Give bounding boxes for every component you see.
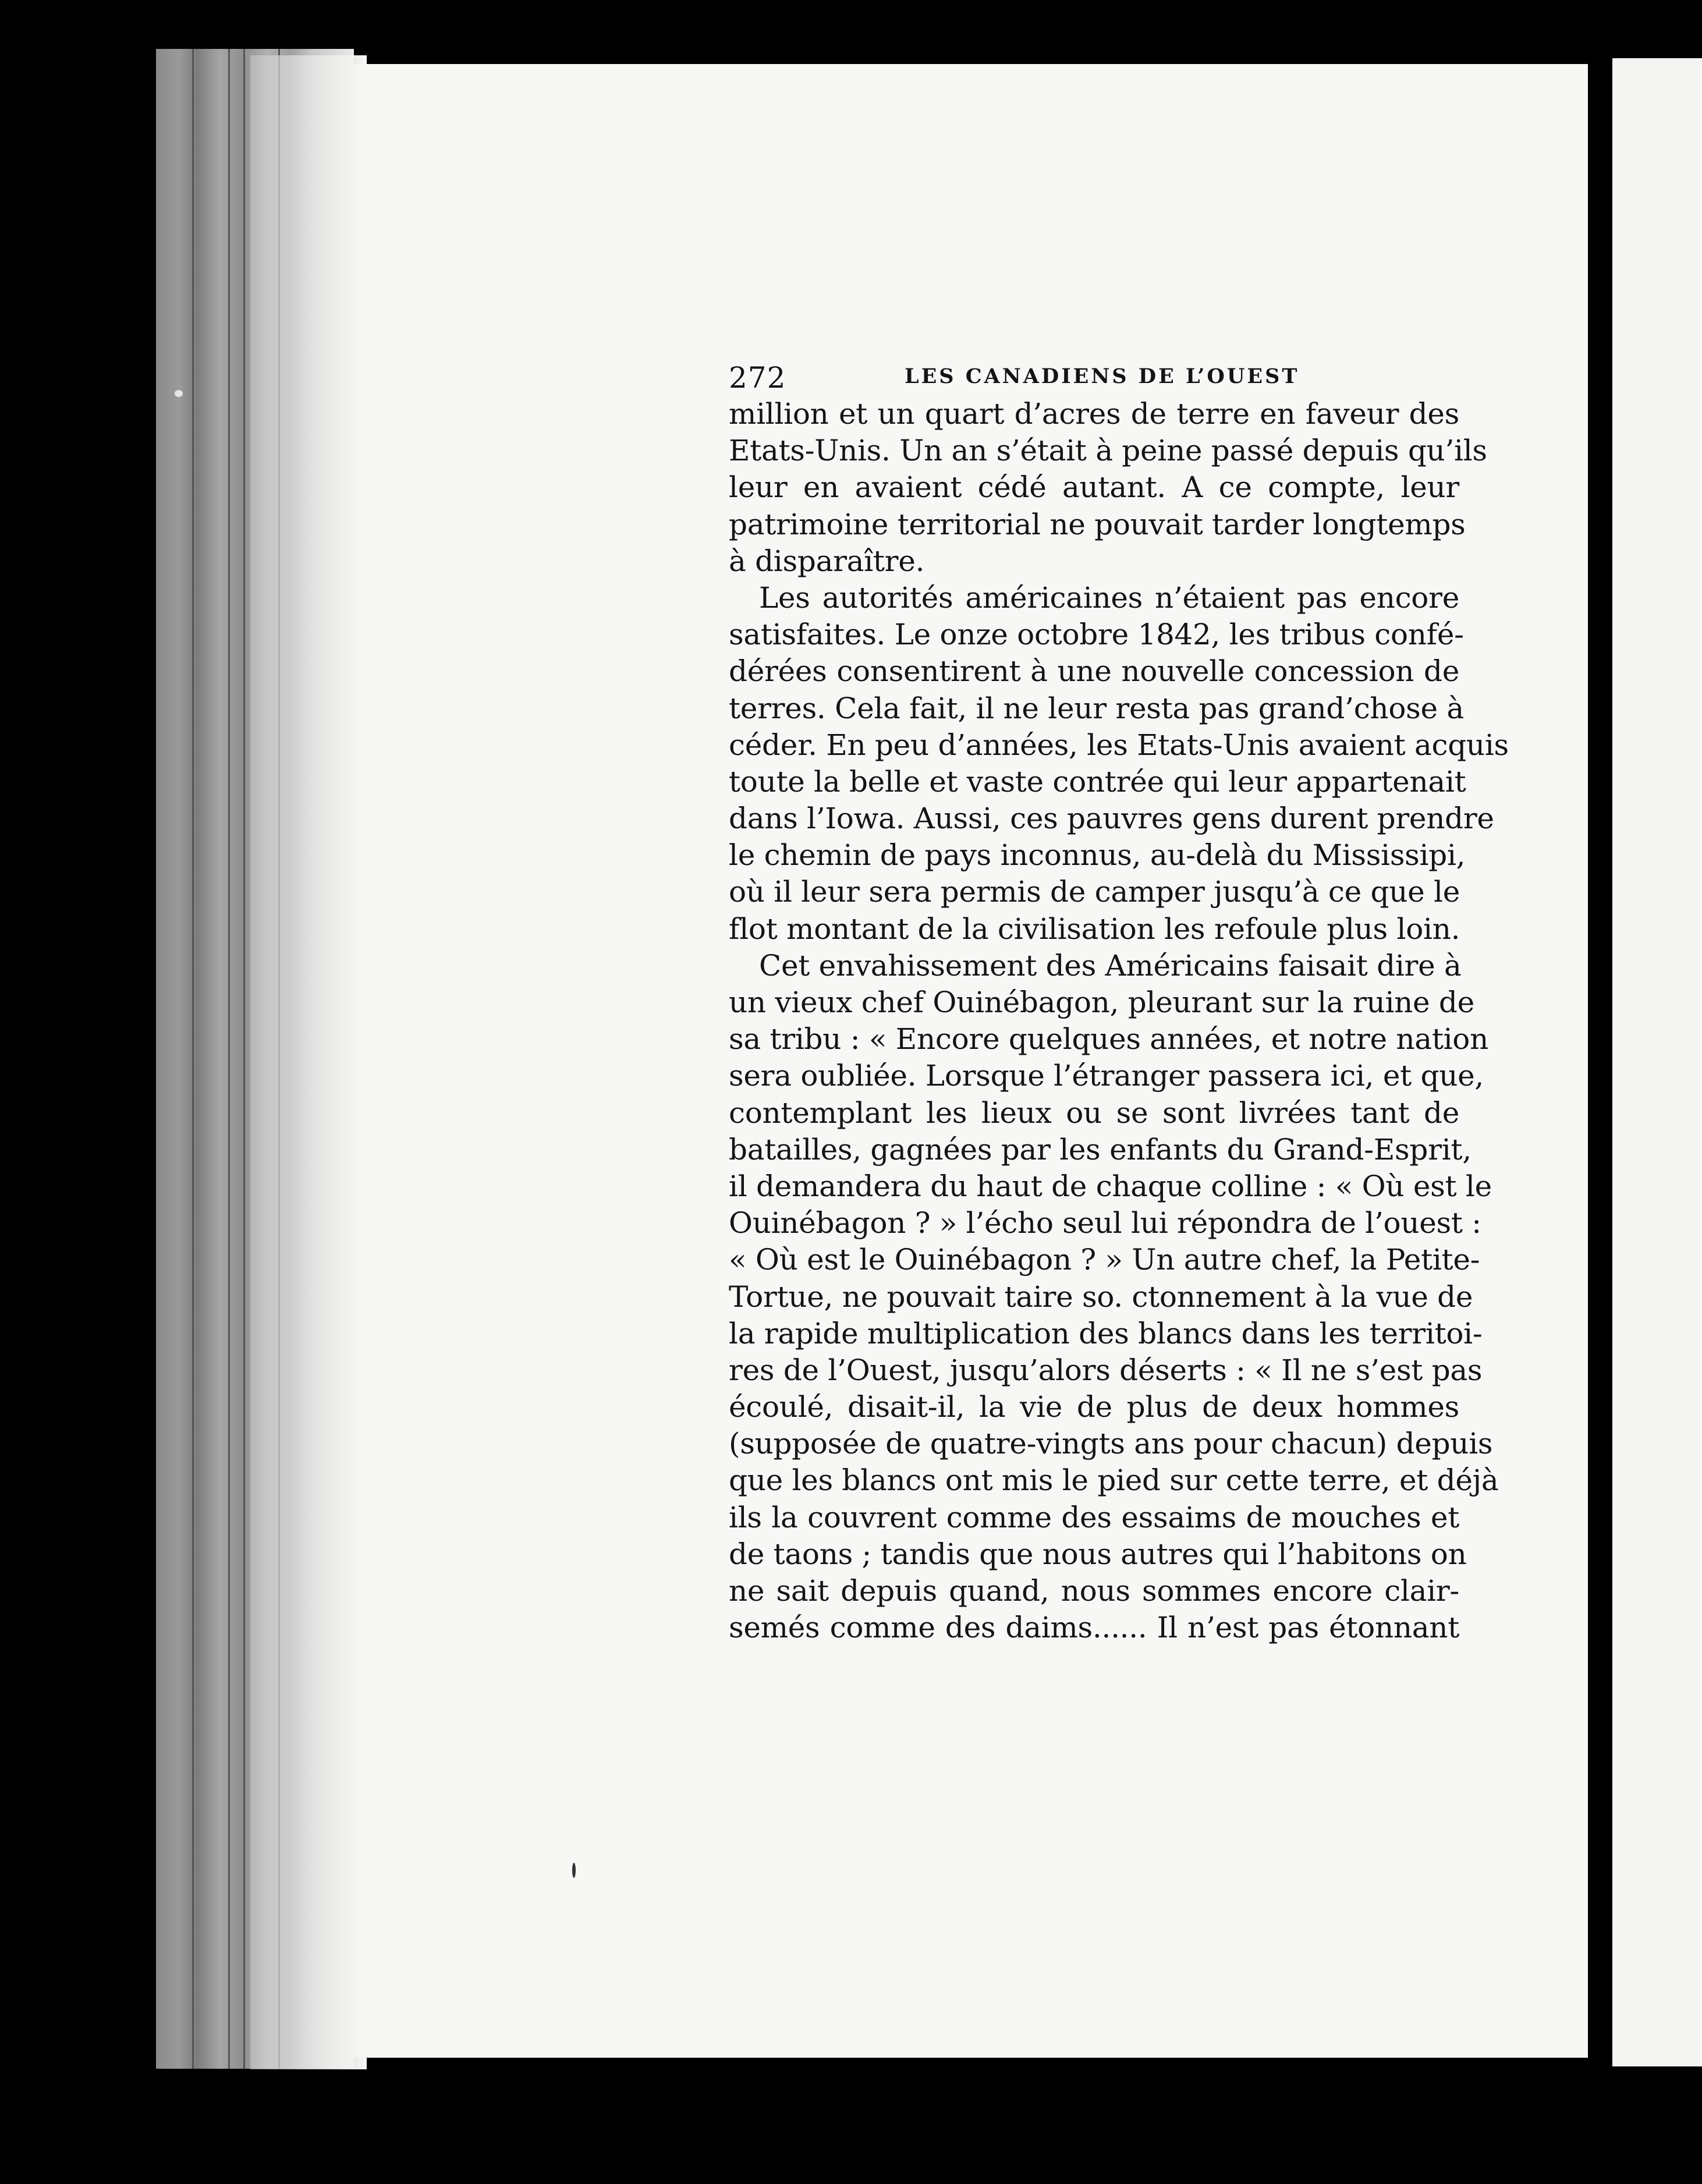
text-line: (supposée de quatre-vingts ans pour chacun) depuis <box>729 1427 1493 1461</box>
text-line: leur en avaient cédé autant. A ce compte, leur <box>729 470 1459 505</box>
text-line: batailles, gagnées par les enfants du Grand-Esprit, <box>729 1132 1471 1167</box>
text-line: la rapide multiplication des blancs dans les territoi- <box>729 1316 1483 1350</box>
text-line: dérées consentirent à une nouvelle concession de <box>729 654 1459 689</box>
text-line: « Où est le Ouinébagon ? » Un autre chef, la Petite- <box>729 1243 1480 1277</box>
running-head-title: LES CANADIENS DE L’OUEST <box>905 364 1300 388</box>
page-edge-line <box>228 49 230 2069</box>
text-line: Cet envahissement des Américains faisait dire à <box>759 948 1462 983</box>
text-line: écoulé, disait-il, la vie de plus de deux hommes <box>729 1390 1459 1424</box>
text-line: que les blancs ont mis le pied sur cette terre, et déjà <box>729 1463 1499 1498</box>
text-line: million et un quart d’acres de terre en faveur des <box>729 397 1459 431</box>
text-line: Tortue, ne pouvait taire so. ctonnement à la vue de <box>729 1279 1473 1314</box>
text-line: de taons ; tandis que nous autres qui l’habitons on <box>729 1537 1467 1571</box>
page-edge-line <box>243 49 245 2069</box>
page-gutter-shadow <box>250 55 367 2069</box>
text-line: Ouinébagon ? » l’écho seul lui répondra de l’ouest : <box>729 1206 1481 1240</box>
page-edge-line <box>192 49 194 2069</box>
text-line: semés comme des daims...... Il n’est pas étonnant <box>729 1611 1459 1645</box>
running-head <box>729 349 1459 396</box>
text-line: sera oubliée. Lorsque l’étranger passera ici, et que, <box>729 1059 1484 1093</box>
text-line: Les autorités américaines n’étaient pas encore <box>759 580 1459 615</box>
text-line: Etats-Unis. Un an s’était à peine passé depuis qu’ils <box>729 434 1487 468</box>
text-line: res de l’Ouest, jusqu’alors déserts : « Il ne s’est pas <box>729 1353 1483 1387</box>
text-line: un vieux chef Ouinébagon, pleurant sur la ruine de <box>729 985 1474 1019</box>
scan-speck <box>175 390 183 397</box>
text-line: le chemin de pays inconnus, au-delà du Mississipi, <box>729 838 1466 873</box>
text-line: il demandera du haut de chaque colline : « Où est le <box>729 1169 1492 1203</box>
body-text <box>729 396 1509 1646</box>
text-line: sa tribu : « Encore quelques années, et notre nation <box>729 1022 1489 1056</box>
text-line: toute la belle et vaste contrée qui leur appartenait <box>729 764 1466 799</box>
text-line: satisfaites. Le onze octobre 1842, les tribus confé- <box>729 618 1464 652</box>
text-line: contemplant les lieux ou se sont livrées tant de <box>729 1095 1459 1130</box>
text-line: ne sait depuis quand, nous sommes encore clair- <box>729 1574 1459 1608</box>
text-line: dans l’Iowa. Aussi, ces pauvres gens durent prendre <box>729 802 1494 836</box>
text-line: où il leur sera permis de camper jusqu’à ce que le <box>729 875 1460 909</box>
text-line: terres. Cela fait, il ne leur resta pas grand’chose à <box>729 691 1464 725</box>
text-line: flot montant de la civilisation les refoule plus loin. <box>729 912 1460 946</box>
text-line: patrimoine territorial ne pouvait tarder longtemps <box>729 507 1466 541</box>
text-line: ils la couvrent comme des essaims de mouches et <box>729 1500 1459 1534</box>
facing-page-edge <box>1612 58 1702 2066</box>
text-line: céder. En peu d’années, les Etats-Unis avaient acquis <box>729 728 1509 762</box>
page-number: 272 <box>729 361 786 395</box>
text-block <box>729 349 1509 1646</box>
scan-speck <box>572 1863 576 1878</box>
text-line: à disparaître. <box>729 544 925 578</box>
